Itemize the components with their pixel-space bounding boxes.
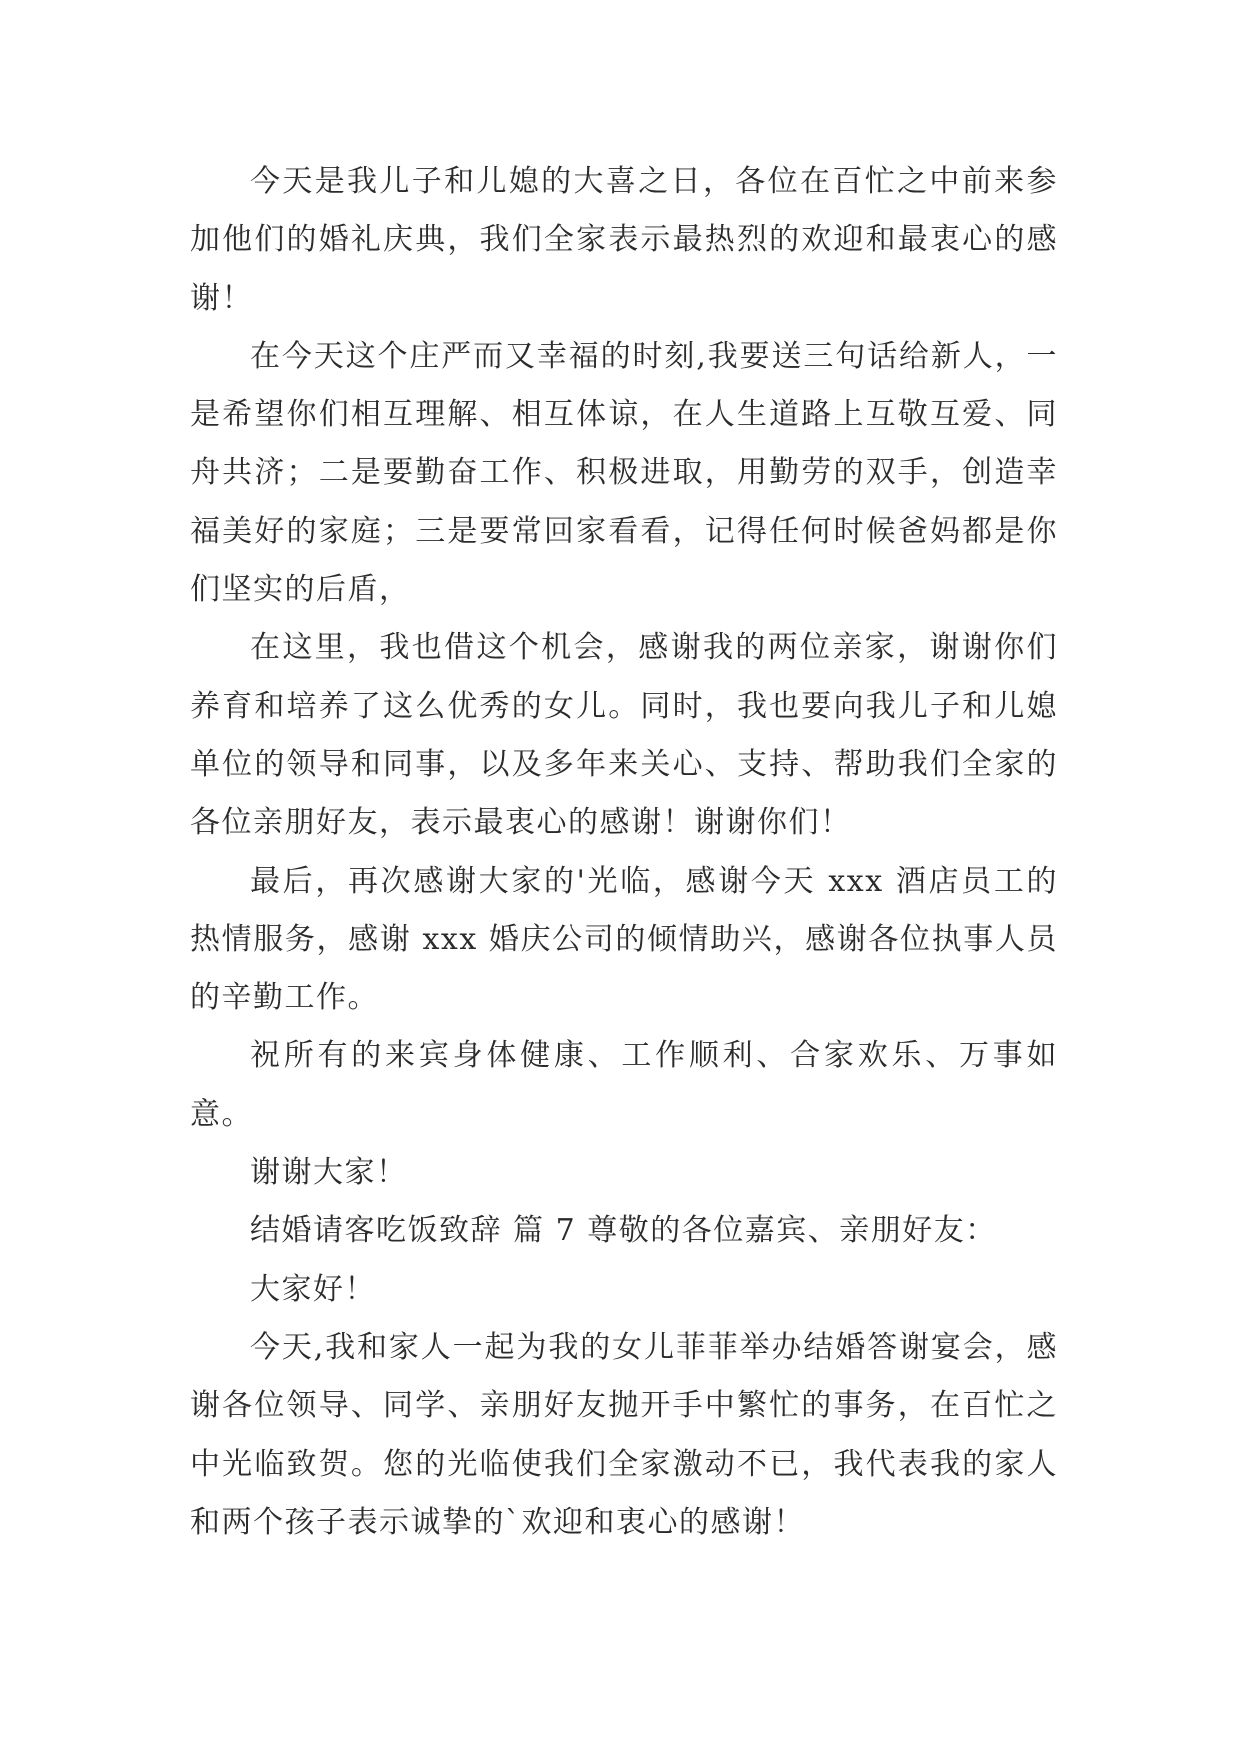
paragraph-thanks-staff: 最后，再次感谢大家的'光临，感谢今天 xxx 酒店员工的热情服务，感谢 xxx 婚庆公司的倾情助兴，感谢各位执事人员的辛勤工作。 — [190, 863, 1058, 1016]
document-body — [190, 153, 1058, 1552]
paragraph-section-heading: 结婚请客吃饭致辞 篇 7 尊敬的各位嘉宾、亲朋好友： — [250, 1213, 997, 1249]
paragraph-three-wishes: 在今天这个庄严而又幸福的时刻,我要送三句话给新人，一是希望你们相互理解、相互体谅，在人生道路上互敬互爱、同舟共济；二是要勤奋工作、积极进取，用勤劳的双手，创造幸福美好的家庭；三是要常回家看看，记得任何时候爸妈都是你们坚实的后盾， — [190, 338, 1058, 608]
paragraph-thanks-in-laws: 在这里，我也借这个机会，感谢我的两位亲家，谢谢你们养育和培养了这么优秀的女儿。同时，我也要向我儿子和儿媳单位的领导和同事，以及多年来关心、支持、帮助我们全家的各位亲朋好友，表示最衷心的感谢！谢谢你们！ — [190, 630, 1058, 841]
paragraph-welcome: 今天是我儿子和儿媳的大喜之日，各位在百忙之中前来参加他们的婚礼庆典，我们全家表示最热烈的欢迎和最衷心的感谢！ — [190, 164, 1058, 316]
paragraph-banquet: 今天,我和家人一起为我的女儿菲菲举办结婚答谢宴会，感谢各位领导、同学、亲朋好友抛开手中繁忙的事务，在百忙之中光临致贺。您的光临使我们全家激动不已，我代表我的家人和两个孩子表示诚挚的`欢迎和衷心的感谢！ — [190, 1329, 1058, 1540]
paragraph-thank-you: 谢谢大家！ — [250, 1155, 408, 1191]
paragraph-blessing: 祝所有的来宾身体健康、工作顺利、合家欢乐、万事如意。 — [190, 1038, 1058, 1132]
paragraph-greeting: 大家好！ — [250, 1271, 376, 1307]
